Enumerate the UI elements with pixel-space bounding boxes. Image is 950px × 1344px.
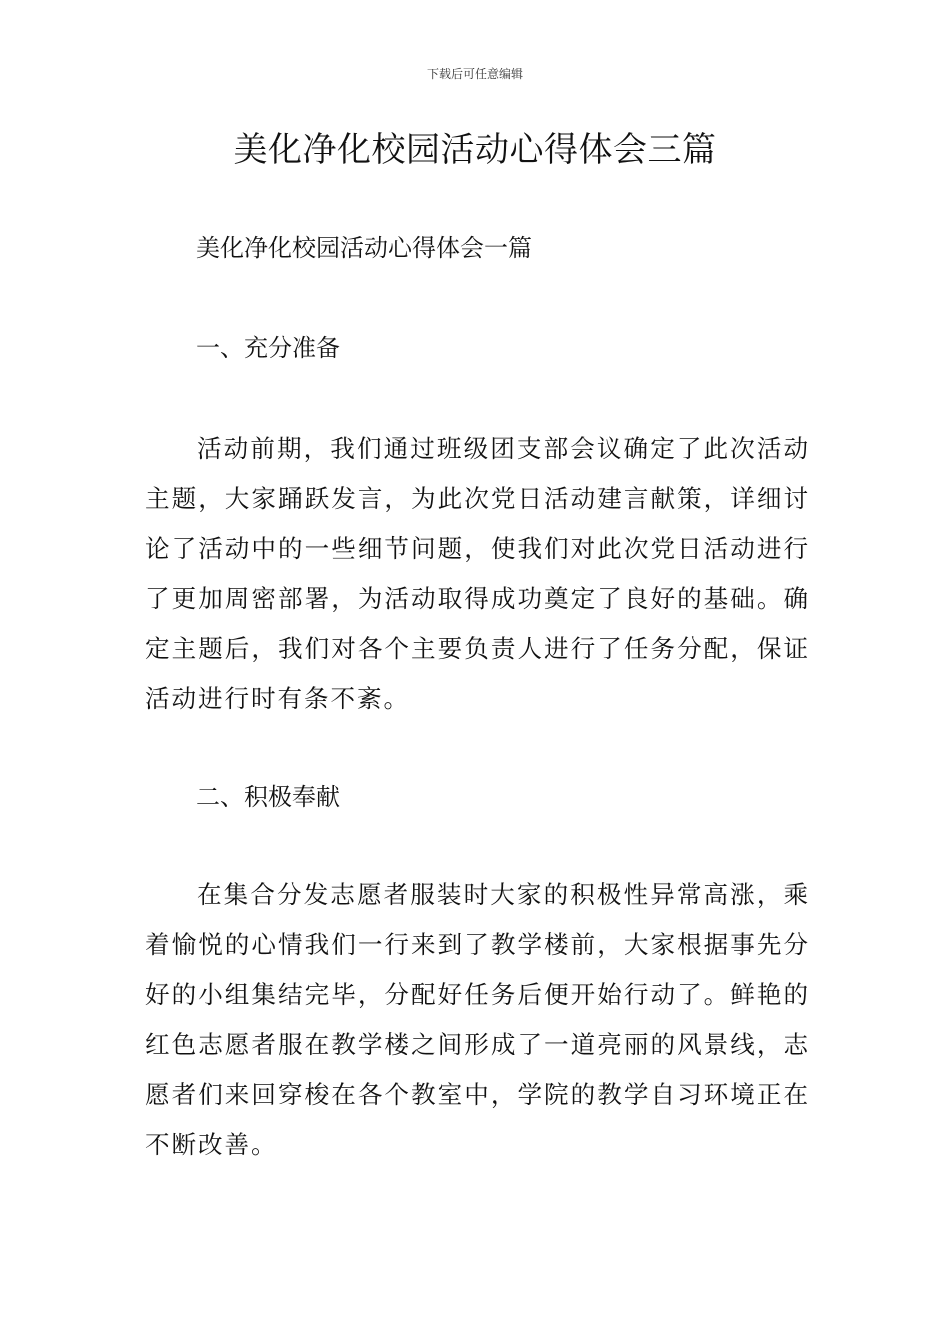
section-heading-1: 一、充分准备 [196,334,340,362]
document-subtitle: 美化净化校园活动心得体会一篇 [196,234,532,262]
section-heading-2: 二、积极奉献 [196,783,340,811]
section-paragraph-2: 在集合分发志愿者服装时大家的积极性异常高涨，乘着愉悦的心情我们一行来到了教学楼前，大家根据事先分好的小组集结完毕，分配好任务后便开始行动了。鲜艳的红色志愿者服在教学楼之间形成了一道亮丽的风景线，志愿者们来回穿梭在各个教室中，学院的教学自习环境正在不断改善。 [145,880,810,1159]
document-title: 美化净化校园活动心得体会三篇 [233,130,717,170]
header-note: 下载后可任意编辑 [426,67,523,81]
section-paragraph-1: 活动前期，我们通过班级团支部会议确定了此次活动主题，大家踊跃发言，为此次党日活动建言献策，详细讨论了活动中的一些细节问题，使我们对此次党日活动进行了更加周密部署，为活动取得成功奠定了良好的基础。确定主题后，我们对各个主要负责人进行了任务分配，保证活动进行时有条不紊。 [145,434,810,713]
